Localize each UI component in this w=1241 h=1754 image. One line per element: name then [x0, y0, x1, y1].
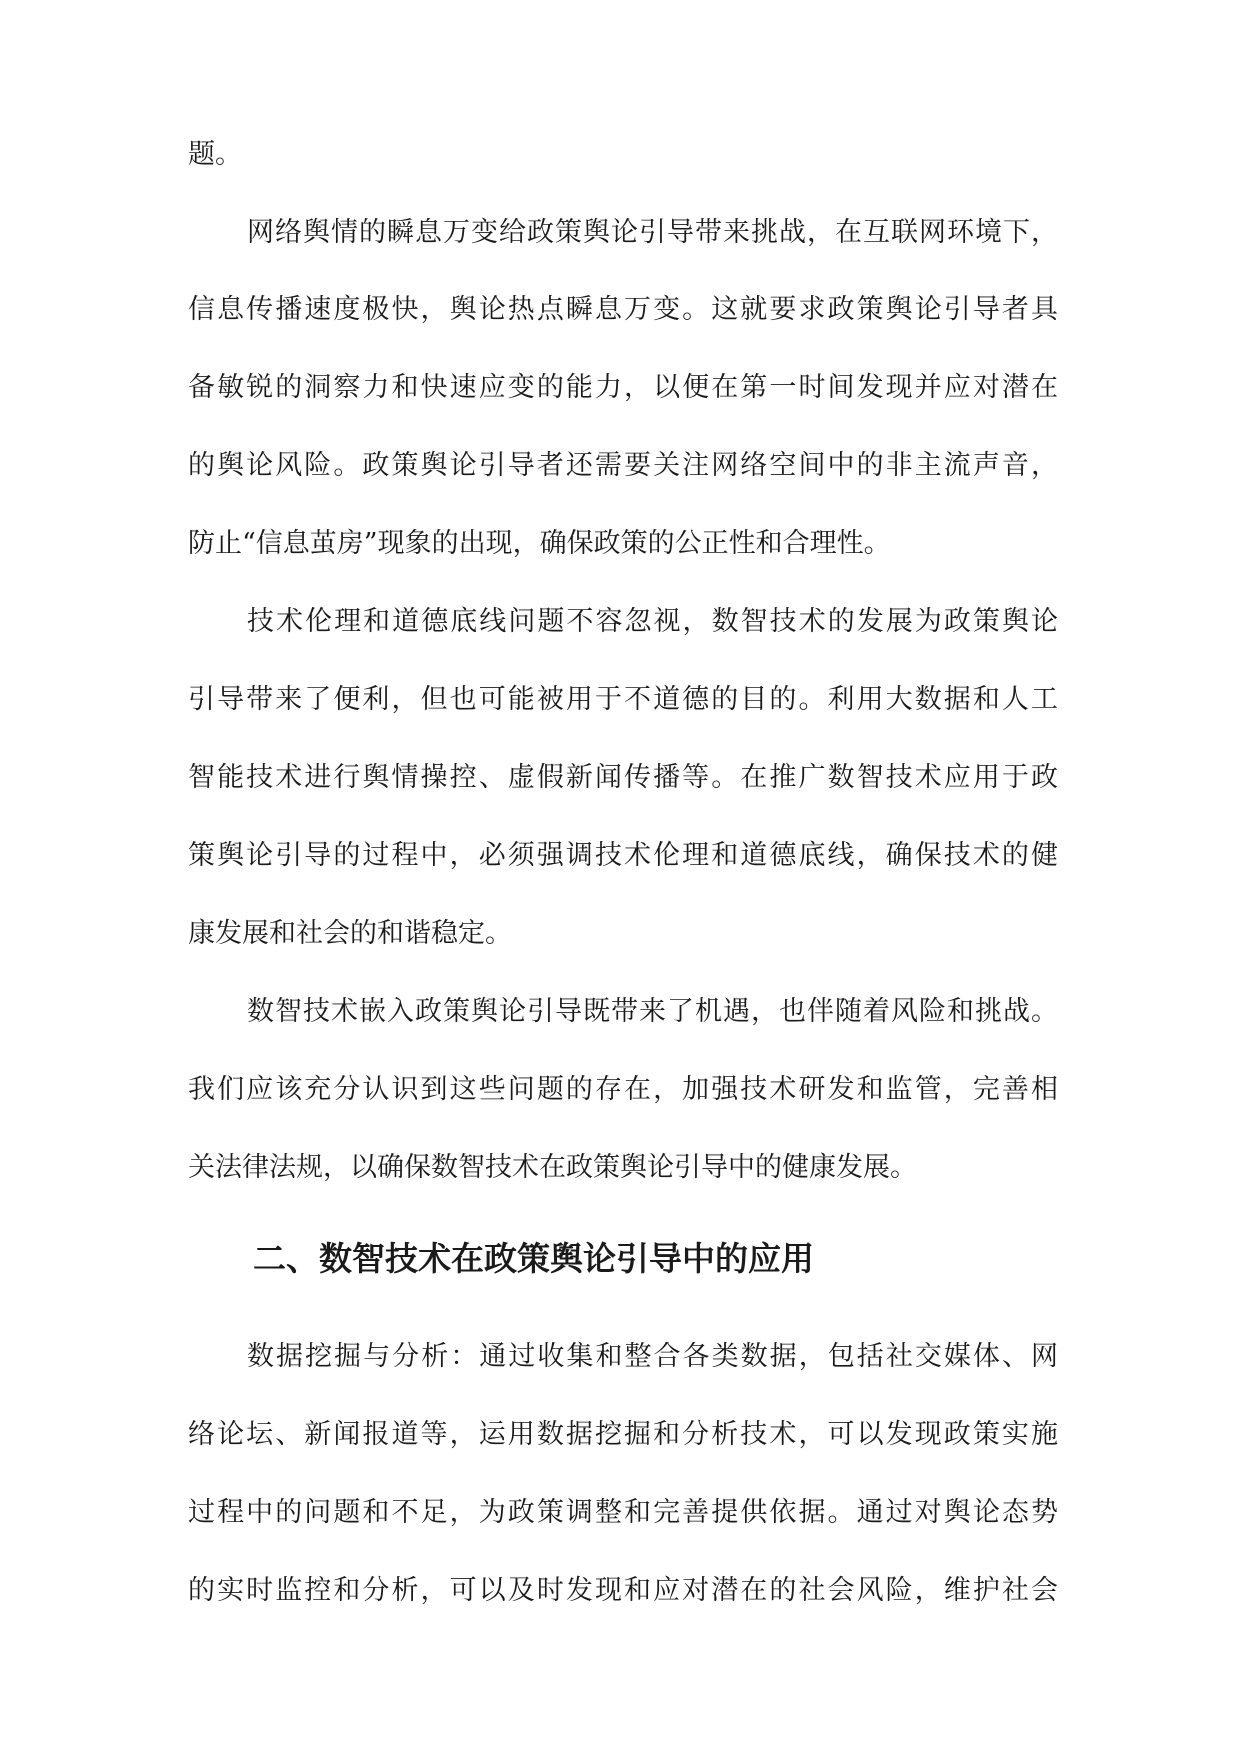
text-line: 网络舆情的瞬息万变给政策舆论引导带来挑战，在互联网环境下，	[247, 217, 1058, 248]
text-line: 过程中的问题和不足，为政策调整和完善提供依据。通过对舆论态势	[188, 1497, 1058, 1528]
text-line: 关法律法规，以确保数智技术在政策舆论引导中的健康发展。	[188, 1152, 917, 1183]
text-line: 康发展和社会的和谐稳定。	[188, 918, 512, 949]
text-line: 防止“信息茧房”现象的出现，确保政策的公正性和合理性。	[188, 528, 891, 559]
text-line: 题。	[188, 139, 242, 170]
text-line: 技术伦理和道德底线问题不容忽视，数智技术的发展为政策舆论	[247, 606, 1058, 637]
text-line: 策舆论引导的过程中，必须强调技术伦理和道德底线，确保技术的健	[188, 840, 1058, 871]
text-line: 的舆论风险。政策舆论引导者还需要关注网络空间中的非主流声音，	[188, 450, 1058, 481]
text-line: 络论坛、新闻报道等，运用数据挖掘和分析技术，可以发现政策实施	[188, 1419, 1058, 1450]
text-line: 数智技术嵌入政策舆论引导既带来了机遇，也伴随着风险和挑战。	[247, 996, 1058, 1027]
text-line: 引导带来了便利，但也可能被用于不道德的目的。利用大数据和人工	[188, 684, 1058, 715]
section-heading: 二、数智技术在政策舆论引导中的应用	[253, 1239, 814, 1278]
text-line: 智能技术进行舆情操控、虚假新闻传播等。在推广数智技术应用于政	[188, 762, 1058, 793]
text-line: 数据挖掘与分析：通过收集和整合各类数据，包括社交媒体、网	[247, 1341, 1058, 1372]
text-line: 的实时监控和分析，可以及时发现和应对潜在的社会风险，维护社会	[188, 1575, 1058, 1606]
text-line: 备敏锐的洞察力和快速应变的能力，以便在第一时间发现并应对潜在	[188, 372, 1058, 403]
text-line: 我们应该充分认识到这些问题的存在，加强技术研发和监管，完善相	[188, 1074, 1058, 1105]
text-line: 信息传播速度极快，舆论热点瞬息万变。这就要求政策舆论引导者具	[188, 294, 1058, 325]
